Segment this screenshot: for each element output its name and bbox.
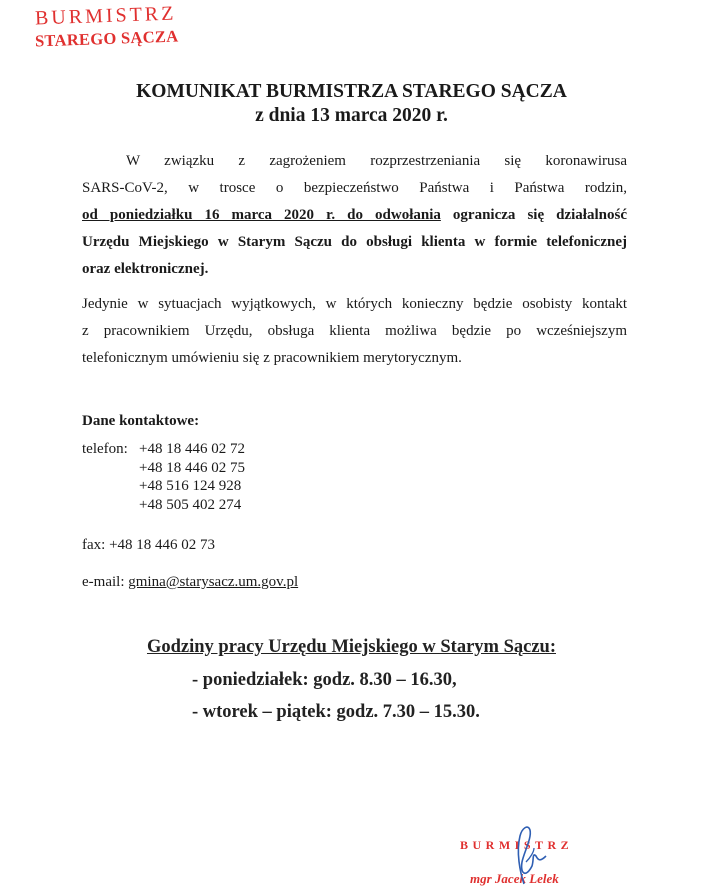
hours-monday: - poniedziałek: godz. 8.30 – 16.30, [192,670,457,690]
p1-line-2: SARS-CoV-2, w trosce o bezpieczeństwo Państwa i Państwa rodzin, [82,180,627,196]
p1-line-1: W związku z zagrożeniem rozprzestrzeniania się koronawirusa [126,153,627,169]
phone-label: telefon: [82,441,128,457]
title-line-1: KOMUNIKAT BURMISTRZA STAREGO SĄCZA [136,81,567,102]
email-label: e-mail: [82,574,129,590]
hours-heading: Godziny pracy Urzędu Miejskiego w Starym Sączu: [146,637,556,657]
email-link[interactable]: gmina@starysacz.um.gov.pl [128,574,299,590]
office-stamp [33,2,179,51]
phone-number: +48 18 446 02 72 [139,441,245,457]
phone-number: +48 516 124 928 [139,478,242,494]
p2-line-3: telefonicznym umówieniu się z pracownikiem merytorycznym. [82,350,462,366]
fax-number: fax: +48 18 446 02 73 [82,537,216,553]
paragraph-exceptions [82,291,627,372]
stamp-line-2: STAREGO SĄCZA [34,26,179,51]
p1-line-3 [82,202,627,229]
signature-title: BURMISTRZ [460,838,574,852]
stamp-line-1: BURMISTRZ [34,2,177,30]
phone-list [82,440,245,514]
phone-number: +48 18 446 02 75 [139,459,245,476]
p2-line-1: Jedynie w sytuacjach wyjątkowych, w których konieczny będzie osobisty kontakt [82,296,627,312]
p1-line-3-rest: ogranicza się działalność [440,207,627,223]
contact-heading: Dane kontaktowe: [82,413,200,429]
paragraph-main [82,148,627,283]
title-date: z dnia 13 marca 2020 r. [255,105,448,126]
p2-line-2: z pracownikiem Urzędu, obsługa klienta możliwa będzie po wcześniejszym [82,323,627,339]
p1-line-5: oraz elektronicznej. [82,261,209,277]
email-line [82,574,298,591]
phone-number: +48 505 402 274 [139,496,242,513]
p1-underlined-period: od poniedziałku 16 marca 2020 r. do odwołania [82,207,441,223]
p1-line-4: Urzędu Miejskiego w Starym Sączu do obsługi klienta w formie telefonicznej [82,234,627,250]
hours-tue-fri: - wtorek – piątek: godz. 7.30 – 15.30. [192,702,480,722]
handwritten-signature [510,822,560,892]
document-title [0,80,703,128]
signature-name: mgr Jacek Lelek [470,871,559,886]
